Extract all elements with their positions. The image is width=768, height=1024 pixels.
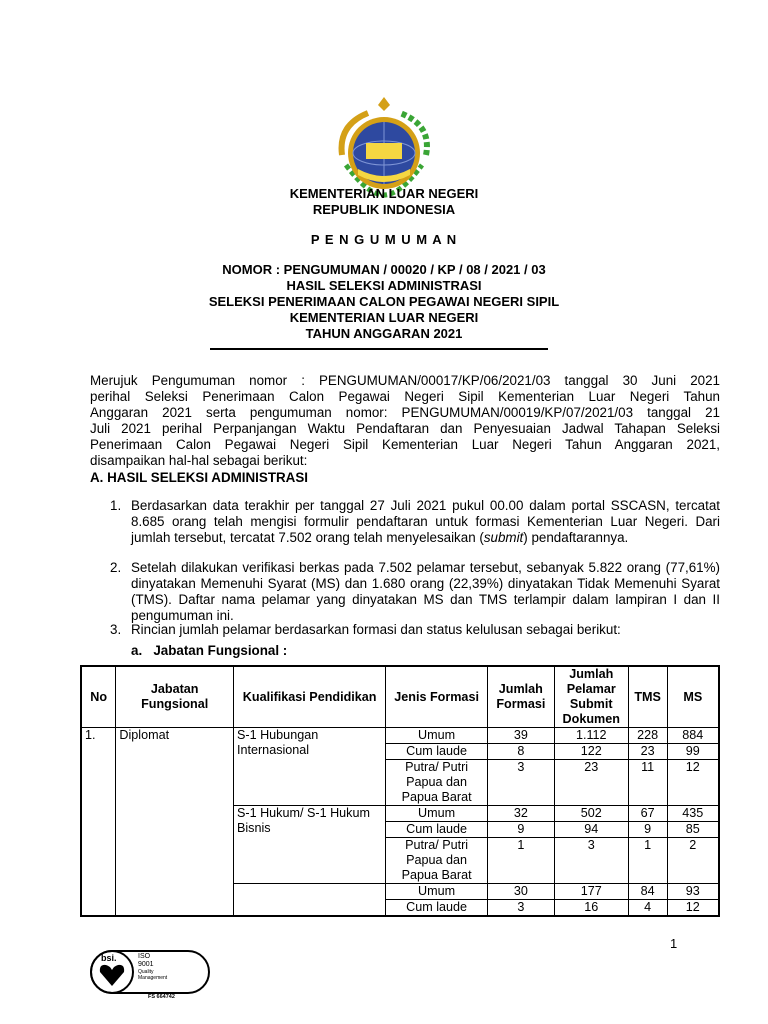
column-header: Jumlah Pelamar Submit Dokumen (554, 666, 628, 728)
header-line2: REPUBLIK INDONESIA (312, 202, 456, 217)
column-header: No (81, 666, 116, 728)
tms-count-cell: 228 (628, 728, 667, 744)
formation-type-cell: Cum laude (386, 744, 488, 760)
row-number: 1. (81, 728, 116, 917)
submitted-count-cell: 16 (554, 900, 628, 917)
subtitle-1: HASIL SELEKSI ADMINISTRASI (286, 278, 482, 293)
column-header: MS (667, 666, 719, 728)
header-line1: KEMENTERIAN LUAR NEGERI (289, 186, 479, 201)
subsection-heading: a. Jabatan Fungsional : (131, 643, 288, 658)
item-number: 3. (110, 622, 122, 637)
ms-count-cell: 93 (667, 884, 719, 900)
ms-count-cell: 2 (667, 838, 719, 884)
subtitle-3: KEMENTERIAN LUAR NEGERI (289, 310, 479, 325)
column-header: Jumlah Formasi (487, 666, 554, 728)
intro-line: Anggaran 2021 serta pengumuman nomor: PENGUMUMAN/00019/KP/07/2021/03 tanggal 21 (90, 405, 720, 420)
intro-line: perihal Seleksi Penerimaan Calon Pegawai Negeri Sipil Kementerian Luar Negeri Tahun (90, 389, 720, 404)
tms-count-cell: 4 (628, 900, 667, 917)
submitted-count-cell: 1.112 (554, 728, 628, 744)
tms-count-cell: 9 (628, 822, 667, 838)
item-number: 2. (110, 560, 122, 575)
intro-line: Penerimaan Calon Pegawai Negeri Sipil Kementerian Luar Negeri Tahun Anggaran 2021, (90, 437, 720, 452)
ms-count-cell: 99 (667, 744, 719, 760)
item-text: Berdasarkan data terakhir per tanggal 27 Juli 2021 pukul 00.00 dalam portal SSCASN, tercatat 8.685 orang telah mengisi formulir pendaftaran untuk formasi Kementerian Luar Negeri. Dari jumlah tersebut, tercatat 7.502 orang telah menyelesaikan ( (131, 498, 720, 545)
formation-type-cell: Umum (386, 884, 488, 900)
certificate-code: FS 664742 (148, 994, 175, 1000)
item-1-text (131, 498, 720, 546)
item-number: 1. (110, 498, 122, 513)
heart-icon (99, 964, 125, 986)
tms-count-cell: 1 (628, 838, 667, 884)
item-2-text: Setelah dilakukan verifikasi berkas pada 7.502 pelamar tersebut, sebanyak 5.822 orang (77,61%) dinyatakan Memenuhi Syarat (MS) dan 1.680 orang (22,39%) dinyatakan Tidak Memenuhi Syarat (TMS). Daftar nama pelamar yang dinyatakan MS dan TMS terlampir dalam lampiran I dan II pengumuman ini. (131, 560, 720, 623)
qualification-cell: S-1 Hukum/ S-1 Hukum Bisnis (233, 806, 385, 884)
item-italic-text: submit (483, 530, 524, 545)
formation-count-cell: 32 (487, 806, 554, 822)
tms-count-cell: 23 (628, 744, 667, 760)
formation-type-cell: Putra/ Putri Papua dan Papua Barat (386, 760, 488, 806)
column-header: TMS (628, 666, 667, 728)
submitted-count-cell: 94 (554, 822, 628, 838)
intro-paragraph (90, 373, 720, 469)
formation-table (80, 665, 720, 917)
formation-type-cell: Putra/ Putri Papua dan Papua Barat (386, 838, 488, 884)
item-3-text: Rincian jumlah pelamar berdasarkan formasi dan status kelulusan sebagai berikut: (131, 622, 621, 637)
formation-count-cell: 39 (487, 728, 554, 744)
qualification-cell: S-1 Hubungan Internasional (233, 728, 385, 806)
formation-count-cell: 9 (487, 822, 554, 838)
subtitle-2: SELEKSI PENERIMAAN CALON PEGAWAI NEGERI SIPIL (208, 294, 560, 309)
formation-type-cell: Cum laude (386, 822, 488, 838)
tms-count-cell: 67 (628, 806, 667, 822)
submitted-count-cell: 23 (554, 760, 628, 806)
iso-text: Management (138, 975, 168, 981)
submitted-count-cell: 502 (554, 806, 628, 822)
formation-count-cell: 3 (487, 900, 554, 917)
intro-line: Merujuk Pengumuman nomor : PENGUMUMAN/00017/KP/06/2021/03 tanggal 30 Juni 2021 (90, 373, 720, 388)
table-row (81, 728, 719, 744)
submitted-count-cell: 177 (554, 884, 628, 900)
tms-count-cell: 84 (628, 884, 667, 900)
ms-count-cell: 435 (667, 806, 719, 822)
column-header: Kualifikasi Pendidikan (233, 666, 385, 728)
header-divider (210, 348, 548, 350)
column-header: Jenis Formasi (386, 666, 488, 728)
page-number: 1 (670, 936, 678, 951)
formation-count-cell: 3 (487, 760, 554, 806)
formation-count-cell: 1 (487, 838, 554, 884)
intro-line: disampaikan hal-hal sebagai berikut: (90, 453, 308, 468)
iso-text: Quality (138, 969, 154, 975)
iso-label: ISO (138, 953, 151, 960)
formation-count-cell: 8 (487, 744, 554, 760)
submitted-count-cell: 122 (554, 744, 628, 760)
ms-count-cell: 85 (667, 822, 719, 838)
iso-number: 9001 (138, 961, 154, 968)
formation-type-cell: Umum (386, 728, 488, 744)
table-header-row (81, 666, 719, 728)
ms-count-cell: 12 (667, 900, 719, 917)
subtitle-4: TAHUN ANGGARAN 2021 (305, 326, 463, 341)
formation-type-cell: Cum laude (386, 900, 488, 917)
ms-count-cell: 12 (667, 760, 719, 806)
submitted-count-cell: 3 (554, 838, 628, 884)
ms-count-cell: 884 (667, 728, 719, 744)
formation-count-cell: 30 (487, 884, 554, 900)
section-a-heading: A. HASIL SELEKSI ADMINISTRASI (90, 470, 308, 485)
position-cell: Diplomat (116, 728, 234, 917)
column-header: Jabatan Fungsional (116, 666, 234, 728)
tms-count-cell: 11 (628, 760, 667, 806)
qualification-cell (233, 884, 385, 917)
item-text: ) pendaftarannya. (523, 530, 629, 545)
bsi-brand: bsi. (101, 953, 117, 963)
intro-line: Juli 2021 perihal Perpanjangan Waktu Pendaftaran dan Penyesuaian Jadwal Tahapan Seleksi (90, 421, 720, 436)
announcement-number: NOMOR : PENGUMUMAN / 00020 / KP / 08 / 2021 / 03 (222, 262, 546, 277)
announcement-title: P E N G U M U M A N (310, 232, 458, 247)
formation-type-cell: Umum (386, 806, 488, 822)
bsi-iso-certification-logo (90, 950, 208, 1000)
